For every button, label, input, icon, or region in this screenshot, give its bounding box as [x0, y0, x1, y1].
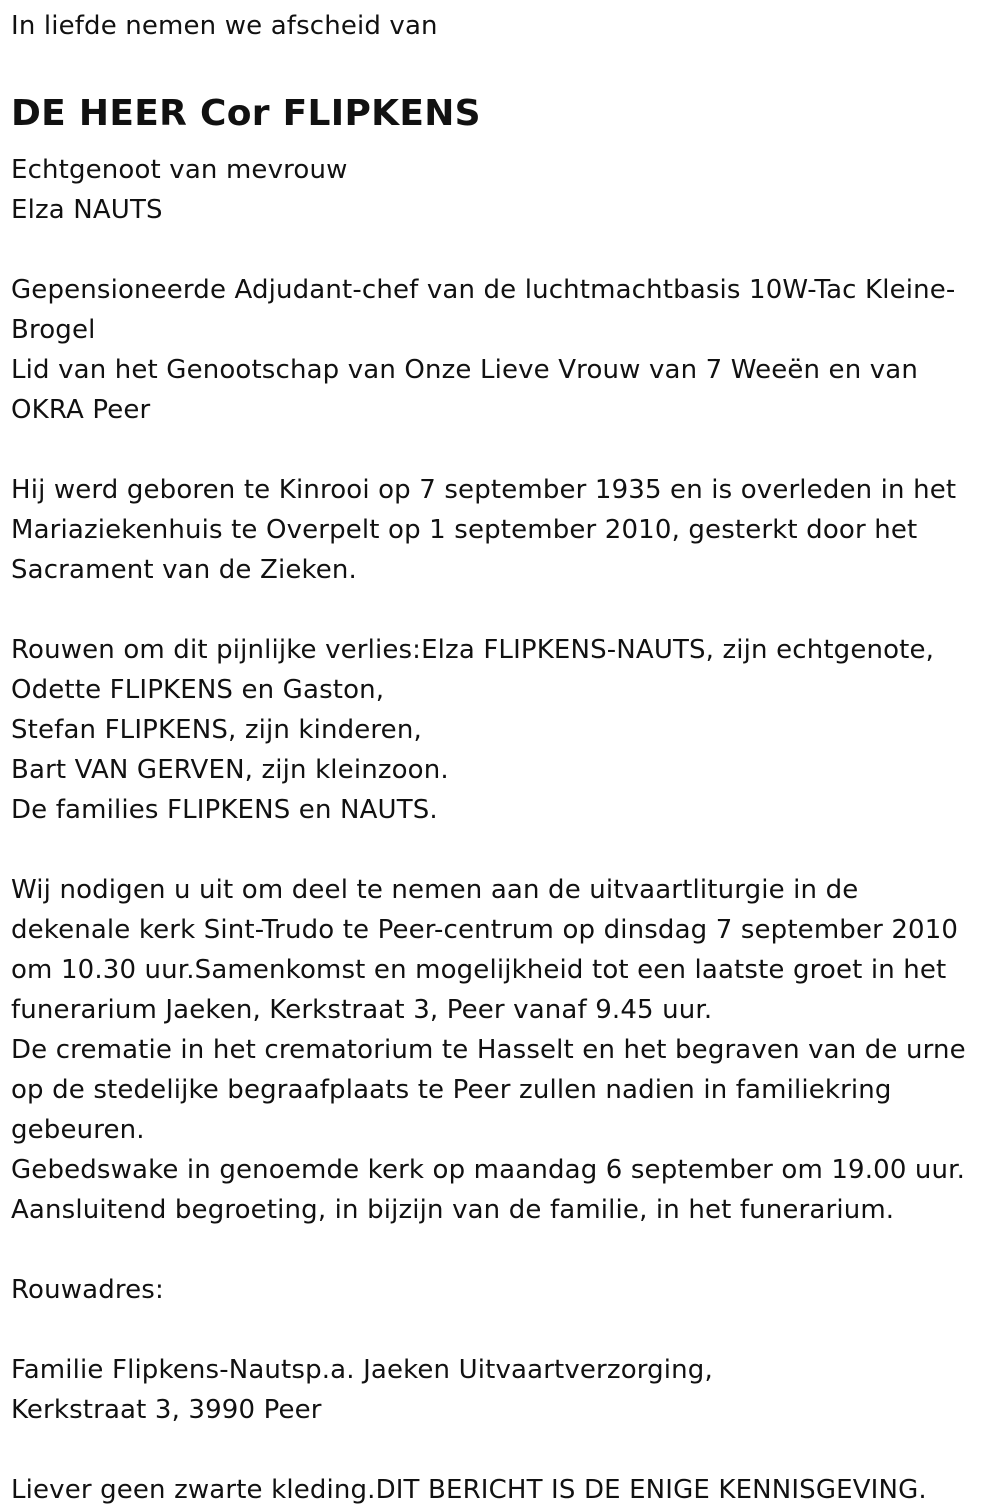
funeral-line: Gebedswake in genoemde kerk op maandag 6 september om 19.00 uur.	[11, 1155, 966, 1185]
spouse-section	[11, 150, 985, 230]
mourners-line: Odette FLIPKENS en Gaston,	[11, 675, 385, 705]
address-line: Kerkstraat 3, 3990 Peer	[11, 1395, 322, 1425]
spacer	[11, 1230, 985, 1270]
spacer	[11, 1310, 985, 1350]
address-line: Familie Flipkens-Nautsp.a. Jaeken Uitvaartverzorging,	[11, 1355, 713, 1385]
spacer	[11, 590, 985, 630]
deceased-name: DE HEER Cor FLIPKENS	[11, 93, 481, 134]
spacer	[11, 430, 985, 470]
intro-text: In liefde nemen we afscheid van	[11, 11, 438, 41]
funeral-line: gebeuren.	[11, 1115, 145, 1145]
spouse-line: Elza NAUTS	[11, 195, 163, 225]
birth-death-section	[11, 470, 985, 590]
career-line: Brogel	[11, 315, 96, 345]
career-line: OKRA Peer	[11, 395, 151, 425]
mourners-line: De families FLIPKENS en NAUTS.	[11, 795, 438, 825]
funeral-line: funerarium Jaeken, Kerkstraat 3, Peer vanaf 9.45 uur.	[11, 995, 713, 1025]
funeral-line: Wij nodigen u uit om deel te nemen aan de uitvaartliturgie in de	[11, 875, 859, 905]
mourners-line: Bart VAN GERVEN, zijn kleinzoon.	[11, 755, 449, 785]
mourners-line: Stefan FLIPKENS, zijn kinderen,	[11, 715, 422, 745]
career-line: Gepensioneerde Adjudant-chef van de luchtmachtbasis 10W-Tac Kleine-	[11, 275, 956, 305]
address-section	[11, 1350, 985, 1430]
funeral-line: Aansluitend begroeting, in bijzijn van de familie, in het funerarium.	[11, 1195, 895, 1225]
funeral-line: om 10.30 uur.Samenkomst en mogelijkheid tot een laatste groet in het	[11, 955, 947, 985]
spacer	[11, 1430, 985, 1470]
career-section	[11, 270, 985, 430]
funeral-section	[11, 870, 985, 1230]
address-label: Rouwadres:	[11, 1275, 164, 1305]
birth-death-line: Hij werd geboren te Kinrooi op 7 september 1935 en is overleden in het	[11, 475, 957, 505]
spacer	[11, 830, 985, 870]
spacer	[11, 230, 985, 270]
spouse-line: Echtgenoot van mevrouw	[11, 155, 348, 185]
mourners-line: Rouwen om dit pijnlijke verlies:Elza FLIPKENS-NAUTS, zijn echtgenote,	[11, 635, 935, 665]
birth-death-line: Sacrament van de Zieken.	[11, 555, 357, 585]
funeral-line: De crematie in het crematorium te Hasselt en het begraven van de urne	[11, 1035, 966, 1065]
birth-death-line: Mariaziekenhuis te Overpelt op 1 september 2010, gesterkt door het	[11, 515, 918, 545]
closing-note: Liever geen zwarte kleding.DIT BERICHT IS DE ENIGE KENNISGEVING.	[11, 1475, 927, 1505]
funeral-line: op de stedelijke begraafplaats te Peer zullen nadien in familiekring	[11, 1075, 892, 1105]
funeral-line: dekenale kerk Sint-Trudo te Peer-centrum op dinsdag 7 september 2010	[11, 915, 959, 945]
career-line: Lid van het Genootschap van Onze Lieve Vrouw van 7 Weeën en van	[11, 355, 918, 385]
mourners-section	[11, 630, 985, 830]
